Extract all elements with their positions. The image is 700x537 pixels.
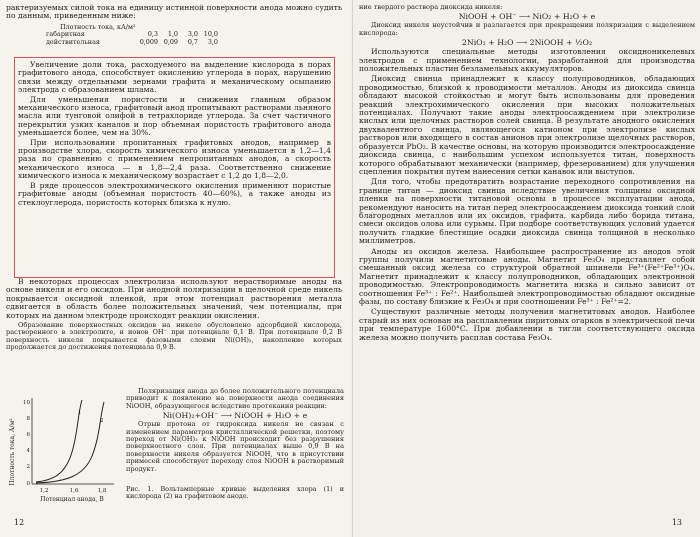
boxed-paragraph: В ряде процессов электрохимического окисления применяют пористые графитовые аноды (объемная пористость 40—60%), а также аноды из стеклоуглерода, пористость которых близка к нулю. [18,180,331,207]
paragraph: Используются специальные методы изготовления оксидноникелевых электродов с применением технологии, разработанной для производства положительных пластин безламельных аккумуляторов. [359,47,695,74]
paragraph: Существуют различные методы получения магнетитовых анодов. Наиболее старый из них основан на расплавлении пиритовых огарков в электрической печи при температуре 1600°С. При добавлении в тигли соответствующего оксида железа можно получить расплав состава Fe₃O₄. [359,307,695,342]
table-row-label: габаритная [46,30,85,39]
paragraph: Для того, чтобы предотвратить возрастание переходного сопротивления на границе титан — диоксид свинца вследствие увеличения толщины оксидной пленки на поверхности титановой основы в процессе эксплуатации анода, рекомендуют наносить на титан перед электроосаждением диоксида тонкий слой благородных металлов или их оксидов, графита, карбида либо борида титана, смеси оксидов олова или сурьмы. При подборе соответствующих условий удается получить гладкие блестящие осадки диоксида свинца толщиной в несколько миллиметров. [359,177,695,246]
nickel-anodes-paragraph: В некоторых процессах электролиза используют нерастворимые аноды на основе никеля и его оксидов. При анодной поляризации в щелочной среде никель покрывается оксидной пленкой, при этом потенциал растворения металла сдвигается в область более положительных значений, чем потенциалы, при которых на данном электроде происходят реакции окисления. [6,277,342,320]
left-top-text [6,4,342,50]
small-paragraph: Образование поверхностных оксидов на никеле обусловлено адсорбцией кислорода, растворенного в электролите, и ионов OH⁻ при потенциале 0,1 В. При потенциале 0,2 В поверхность никеля покрывается фазовыми слоями Ni(OH)₂, накопление которых продолжается до достижения потенциала 0,9 В. [6,321,342,352]
equation: 2NiO₂ + H₂O ⟶ 2NiOOH + ½O₂ [461,38,593,48]
figure-svg [6,392,121,504]
curve-2 [36,402,104,483]
y-tick-label: 8 [26,416,30,422]
table-row [46,39,342,47]
page-number: 12 [14,518,25,527]
figure-ylabel: Плотность тока, А/м² [9,418,16,486]
right-page [352,0,700,537]
highlighted-text [18,61,331,208]
table-cell: 0,7 [187,38,198,46]
y-tick-label: 10 [23,400,30,406]
table-row-label: действительная [46,38,100,46]
table-cell: 3,0 [187,30,198,39]
boxed-paragraph: При использовании пропитанных графитовых анодов, например в производстве хлора, скорость химического износа уменьшается в 1,2—1,4 раза по сравнению с применением непропитанных анодов, а скорость механического износа — в 1,8—2,4 раза. Соответственно снижение химического износа к механическому возрастает с 1,2 до 1,8—2,0. [18,137,331,181]
table-cell: 0,009 [139,38,158,46]
page-number: 13 [671,518,682,527]
curve-1 [36,400,82,482]
left-bottom-text [6,278,342,352]
x-tick-label: 1,6 [69,488,79,494]
boxed-paragraph: Увеличение доли тока, расходуемого на выделение кислорода в порах графитового анода, способствует окислению углерода в порах, нарушению связи между отдельными зернами графита и механическому осыпанию электрода с образованием шлама. [18,60,331,95]
figure-xlabel: Потенциал анода, В [40,496,104,503]
table-cell: 3,0 [207,38,218,46]
y-tick-label: 6 [26,432,30,438]
lead-dioxide-paragraph: Диоксид свинца принадлежит к классу полупроводников, обладающих проводимостью, близкой к проводимости металлов. Аноды из диоксида свинца обладают высокой стойкостью и могут быть использованы для проведения реакций электрохимического окисления при высоких положительных потенциалах. Получают такие аноды электроосаждением при электролизе кислых или щелочных растворов солей свинца. В результате анодного окисления двухвалентного свинца, являющегося катионом при электролизе кислых растворов или входящего в состав анионов при электролизе щелочных растворов, образуется PbO₂. В качестве основы, на которую производится электроосаждение диоксида свинца, с наибольшим успехом используется титан, поверхность которого обрабатывают механически (например, фрезерованием) для улучшения сцепления покрытия путем нанесения сетки канавок или выступов. [359,74,695,176]
voltammetry-figure [6,392,121,504]
continuation-line: ние твердого раствора диоксида никеля: [359,3,503,11]
side-paragraph: Поляризация анода до более положительного потенциала приводит к появлению на поверхности анода соединения NiOOH, образующегося вследствие протекания реакции: [126,387,344,410]
curve-label: 2 [100,418,104,424]
small-paragraph: Диоксид никеля неустойчив и разлагается при прекращении поляризации с выделением кислорода: [359,21,695,37]
x-tick-label: 1,8 [97,488,107,494]
table-cell: 0,3 [147,30,158,39]
table-cell: 10,0 [203,30,218,39]
figure-side-text [126,388,344,473]
curve-label: 1 [78,410,82,416]
right-text [359,4,695,342]
figure-caption: Рис. 1. Вольтамперные кривые выделения хлора (1) и кислорода (2) на графитовом аноде. [126,485,344,501]
side-paragraph: Отрыв протона от гидроксида никеля не связан с изменением параметров кристаллической решетки, поэтому переход от Ni(OH)₂ к NiOOH происходит без разрушения поверхностного слоя. При потенциалах выше 0,9 В на поверхности никеля образуется NiOOH, что в присутствии примесей способствует переходу слоя NiOOH в растворимый продукт. [126,420,344,473]
boxed-paragraph: Для уменьшения пористости и снижения главным образом механического износа, графитовый анод пропитывают растворами льняного масла или тунговой олифой в тетрахлориде углерода. За счет частичного перекрытия узких каналов и пор объемная пористость графитового анода уменьшается более, чем на 30%. [18,94,331,138]
table-cell: 0,09 [163,38,178,46]
table-cell: 1,0 [167,30,178,39]
current-density-table [46,24,342,47]
iron-oxide-paragraph: Аноды из оксидов железа. Наибольшее распространение из анодов этой группы получили магнетитовые аноды. Магнетит Fe₃O₄ представляет собой смешанный оксид железа со структурой обратной шпинели Fe³⁺(Fe²⁺Fe³⁺)O₄. Магнетит принадлежит к классу полупроводников, обладающих электронной проводимостью. Электропроводимость магнетита низка и сильно зависит от соотношения Fe³⁺ : Fe²⁺. Наибольшей электропроводимостью обладают оксидные фазы, по составу близкие к Fe₃O₄ и при соотношении Fe³⁺ : Fe²⁺=2. [359,246,695,306]
y-tick-label: 4 [26,448,30,454]
x-tick-label: 1,2 [39,488,49,494]
y-tick-label: 0 [26,481,30,487]
equation: NiOOH + OH⁻ ⟶ NiO₂ + H₂O + e [458,12,596,22]
equation: Ni(OH)₂+OH⁻ ⟶ NiOOH + H₂O + e [162,411,308,421]
y-tick-label: 2 [26,464,30,470]
intro-paragraph: рактеризуемых силой тока на единицу истинной поверхности анода можно судить по данным, приведенным ниже: [6,3,342,21]
table-header: Плотность тока, кА/м² [60,22,136,31]
